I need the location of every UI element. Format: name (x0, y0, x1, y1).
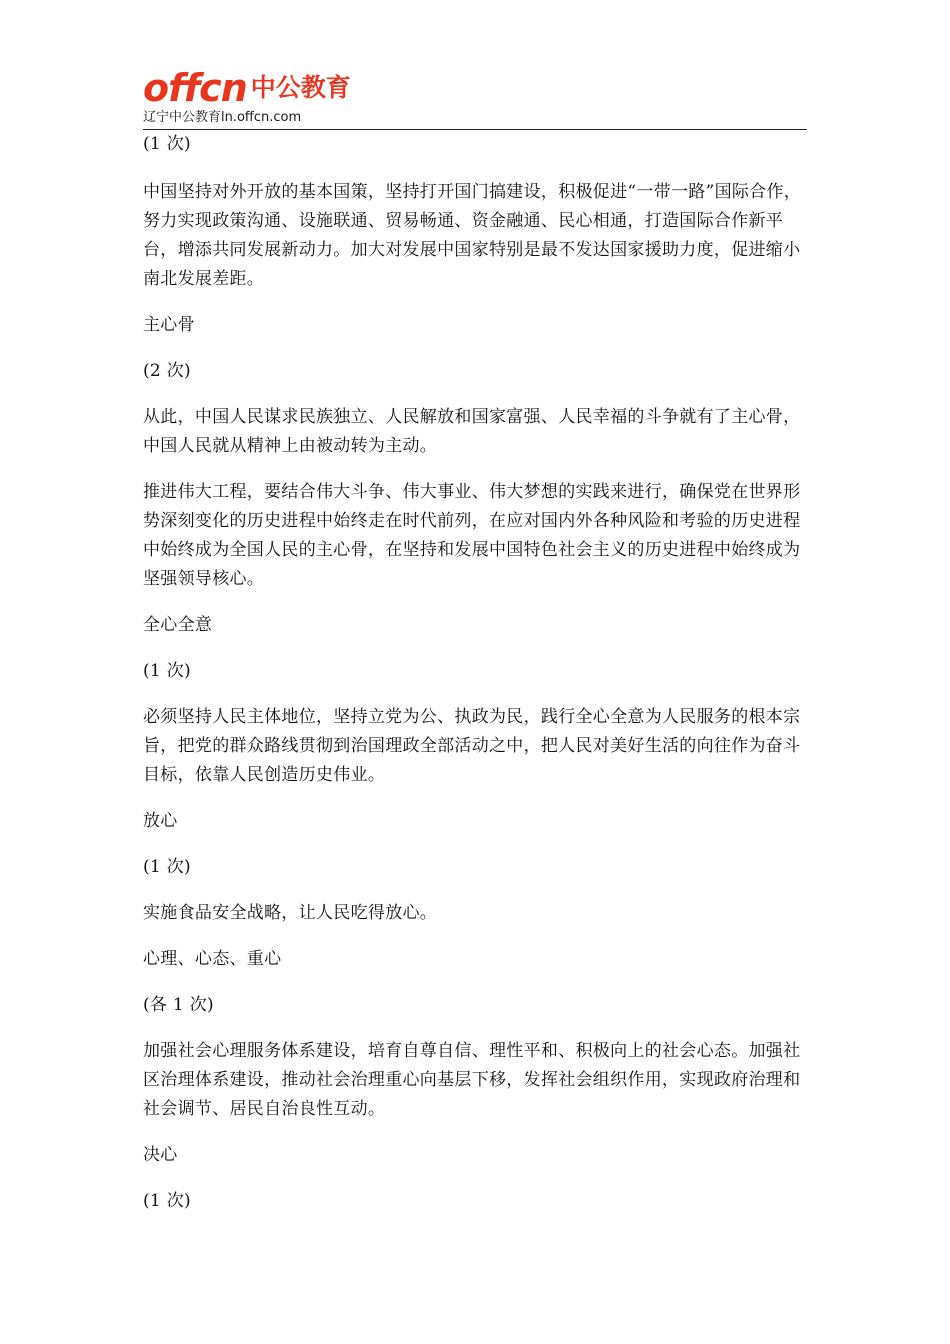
quote-paragraph: 中国坚持对外开放的基本国策，坚持打开国门搞建设，积极促进“一带一路”国际合作，努力实现政策沟通、设施联通、贸易畅通、资金融通、民心相通，打造国际合作新平台，增添共同发展新动力。加大对发展中国家特别是最不发达国家援助力度，促进缩小南北发展差距。 (143, 182, 802, 289)
quote-paragraph: 加强社会心理服务体系建设，培育自尊自信、理性平和、积极向上的社会心态。加强社区治理体系建设，推动社会治理重心向基层下移，发挥社会组织作用，实现政府治理和社会调节、居民自治良性互动。 (143, 1041, 801, 1119)
term-heading: 主心骨 (143, 315, 195, 335)
term-heading: 全心全意 (143, 615, 213, 635)
count-note: (2 次) (143, 361, 191, 381)
quote-paragraph: 实施食品安全战略，让人民吃得放心。 (143, 903, 438, 923)
term-heading: 心理、心态、重心 (143, 949, 282, 969)
quote-paragraph: 推进伟大工程，要结合伟大斗争、伟大事业、伟大梦想的实践来进行，确保党在世界形势深刻变化的历史进程中始终走在时代前列，在应对国内外各种风险和考验的历史进程中始终成为全国人民的主心骨，在坚持和发展中国特色社会主义的历史进程中始终成为坚强领导核心。 (143, 482, 801, 589)
logo-mark: offcn (143, 66, 247, 110)
document-body (143, 130, 813, 1216)
offcn-logo (143, 66, 351, 112)
quote-paragraph: 必须坚持人民主体地位，坚持立党为公、执政为民，践行全心全意为人民服务的根本宗旨，把党的群众路线贯彻到治国理政全部活动之中，把人民对美好生活的向往作为奋斗目标，依靠人民创造历史伟业。 (143, 707, 801, 785)
count-note: (各 1 次) (143, 995, 214, 1015)
logo-name: 中公教育 (250, 73, 351, 102)
term-heading: 放心 (143, 811, 178, 831)
count-note: (1 次) (143, 134, 191, 154)
count-note: (1 次) (143, 661, 191, 681)
logo-subtitle: 辽宁中公教育ln.offcn.com (143, 110, 302, 125)
count-note: (1 次) (143, 1191, 191, 1211)
quote-paragraph: 从此，中国人民谋求民族独立、人民解放和国家富强、人民幸福的斗争就有了主心骨，中国人民就从精神上由被动转为主动。 (143, 407, 801, 456)
page-header (143, 66, 807, 132)
term-heading: 决心 (143, 1145, 178, 1165)
count-note: (1 次) (143, 857, 191, 877)
